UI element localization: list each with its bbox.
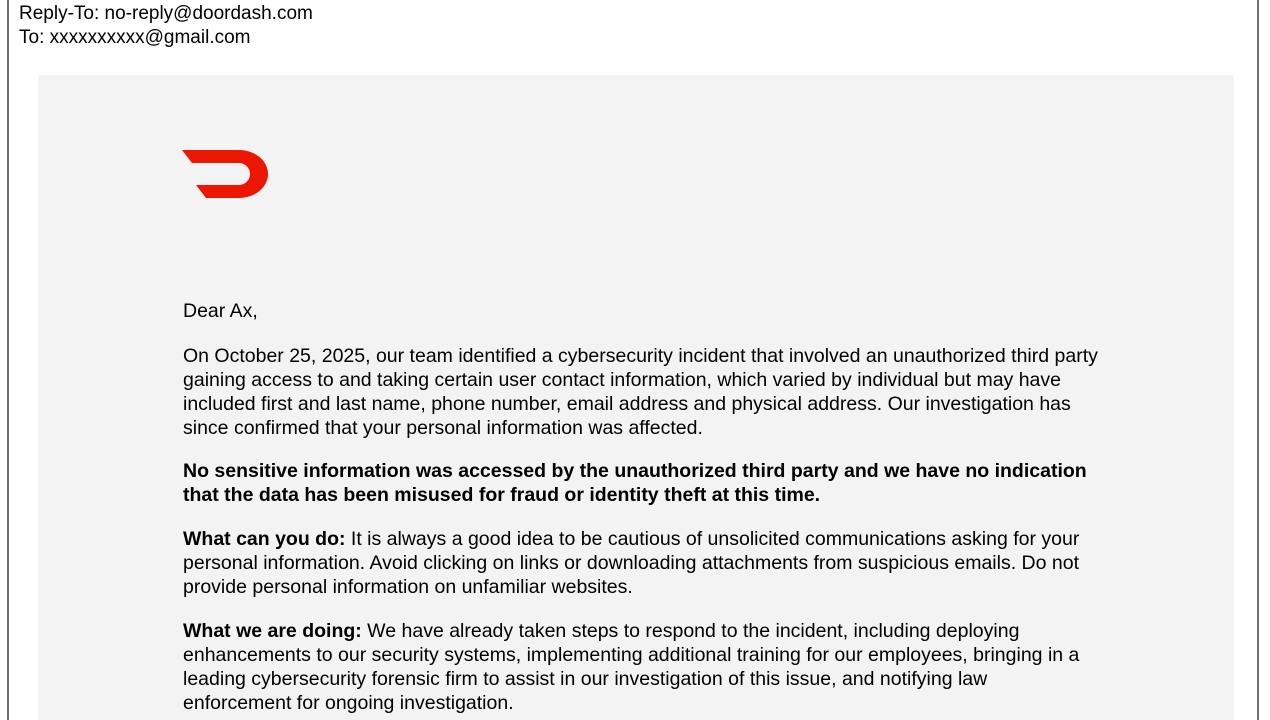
reply-to-header: Reply-To: no-reply@doordash.com bbox=[19, 3, 313, 24]
greeting: Dear Ax, bbox=[183, 300, 258, 322]
what-can-you-do-text: It is always a good idea to be cautious of unsolicited communications asking for your personal information. Avoid clicking on links or downloading attachments from suspicious emails. Do not provide personal information on unfamiliar websites. bbox=[183, 528, 1080, 598]
no-sensitive-info-paragraph: No sensitive information was accessed by the unauthorized third party and we have no indication that the data has been misused for fraud or identity theft at this time. bbox=[183, 460, 1087, 506]
doordash-logo-icon bbox=[182, 150, 268, 198]
what-we-are-doing-paragraph bbox=[183, 619, 1098, 715]
what-we-are-doing-heading: What we are doing: bbox=[183, 620, 362, 642]
incident-paragraph: On October 25, 2025, our team identified a cybersecurity incident that involved an unauthorized third party gaining access to and taking certain user contact information, which varied by individual but may have included first and last name, phone number, email address and physical address. Our investigation has since confirmed that your personal information was affected. bbox=[183, 345, 1098, 439]
what-can-you-do-heading: What can you do: bbox=[183, 528, 346, 550]
what-we-are-doing-text: We have already taken steps to respond to the incident, including deploying enhancements to our security systems, implementing additional training for our employees, bringing in a leading cybersecurity forensic firm to assist in our investigation of this issue, and notifying law enforcement for ongoing investigation. bbox=[183, 620, 1080, 714]
what-can-you-do-paragraph bbox=[183, 527, 1098, 599]
to-header: To: xxxxxxxxxx@gmail.com bbox=[19, 27, 251, 48]
